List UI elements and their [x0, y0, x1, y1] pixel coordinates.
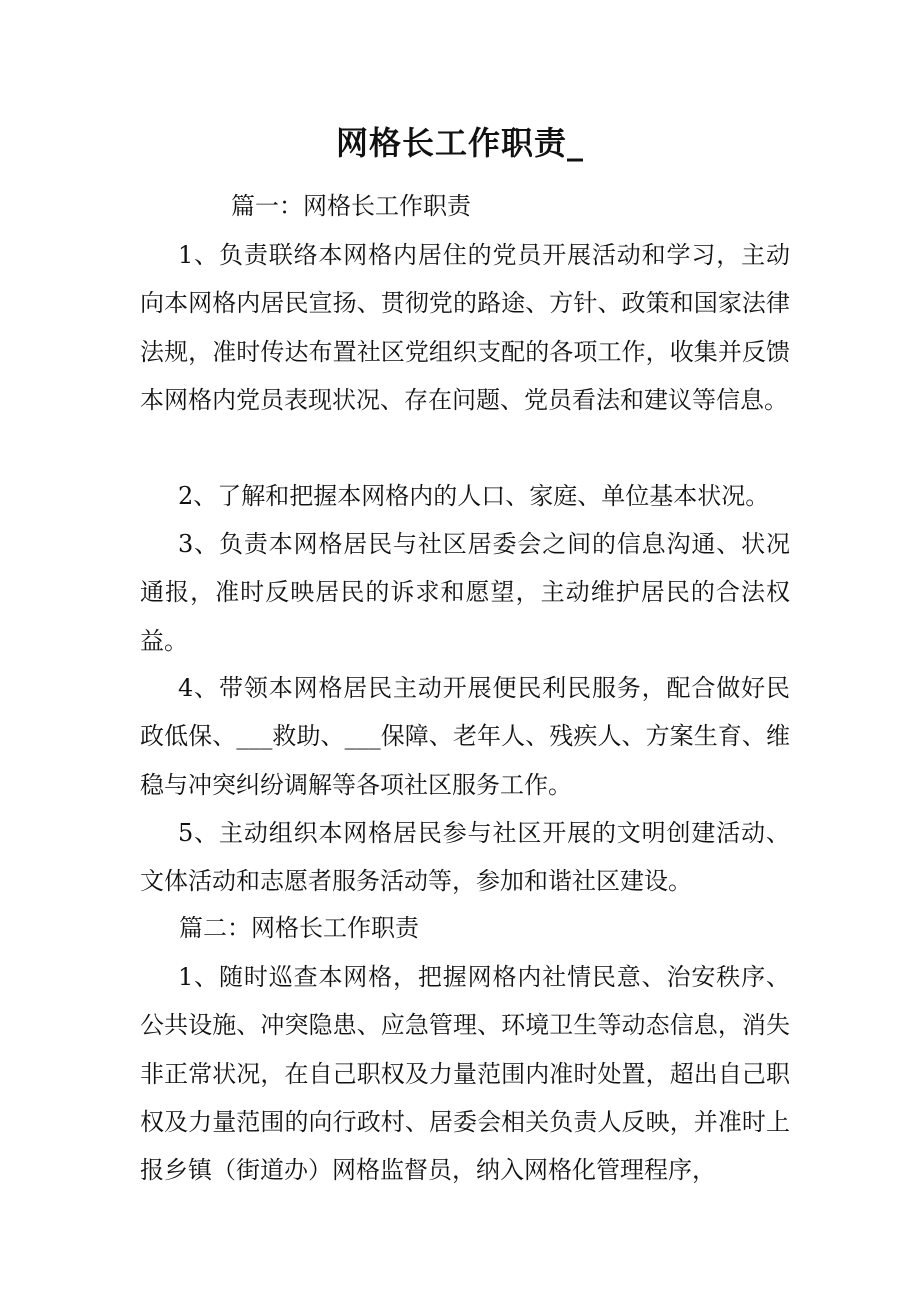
document-title: 网格长工作职责_ — [335, 124, 584, 162]
paragraph: 5、主动组织本网格居民参与社区开展的文明创建活动、文体活动和志愿者服务活动等，参加和谐社区建设。 — [140, 819, 790, 896]
paragraph: 4、带领本网格居民主动开展便民利民服务，配合做好民政低保、___救助、___保障、老年人、残疾人、方案生育、维稳与冲突纠纷调解等各项社区服务工作。 — [140, 674, 790, 799]
paragraph: 3、负责本网格居民与社区居委会之间的信息沟通、状况通报，准时反映居民的诉求和愿望，主动维护居民的合法权益。 — [140, 530, 790, 655]
paragraph: 1、负责联络本网格内居住的党员开展活动和学习，主动向本网格内居民宣扬、贯彻党的路途、方针、政策和国家法律法规，准时传达布置社区党组织支配的各项工作，收集并反馈本网格内党员表现状况、存在问题、党员看法和建议等信息。 — [140, 241, 790, 414]
section-heading-2: 篇二：网格长工作职责 — [179, 914, 419, 942]
paragraph: 2、了解和把握本网格内的人口、家庭、单位基本状况。 — [178, 482, 770, 510]
section-heading-1: 篇一：网格长工作职责 — [231, 192, 471, 220]
paragraph: 1、随时巡查本网格，把握网格内社情民意、治安秩序、公共设施、冲突隐患、应急管理、环境卫生等动态信息，消失非正常状况，在自己职权及力量范围内准时处置，超出自己职权及力量范围的向行政村、居委会相关负责人反映，并准时上报乡镇（街道办）网格监督员，纳入网格化管理程序， — [140, 963, 790, 1185]
